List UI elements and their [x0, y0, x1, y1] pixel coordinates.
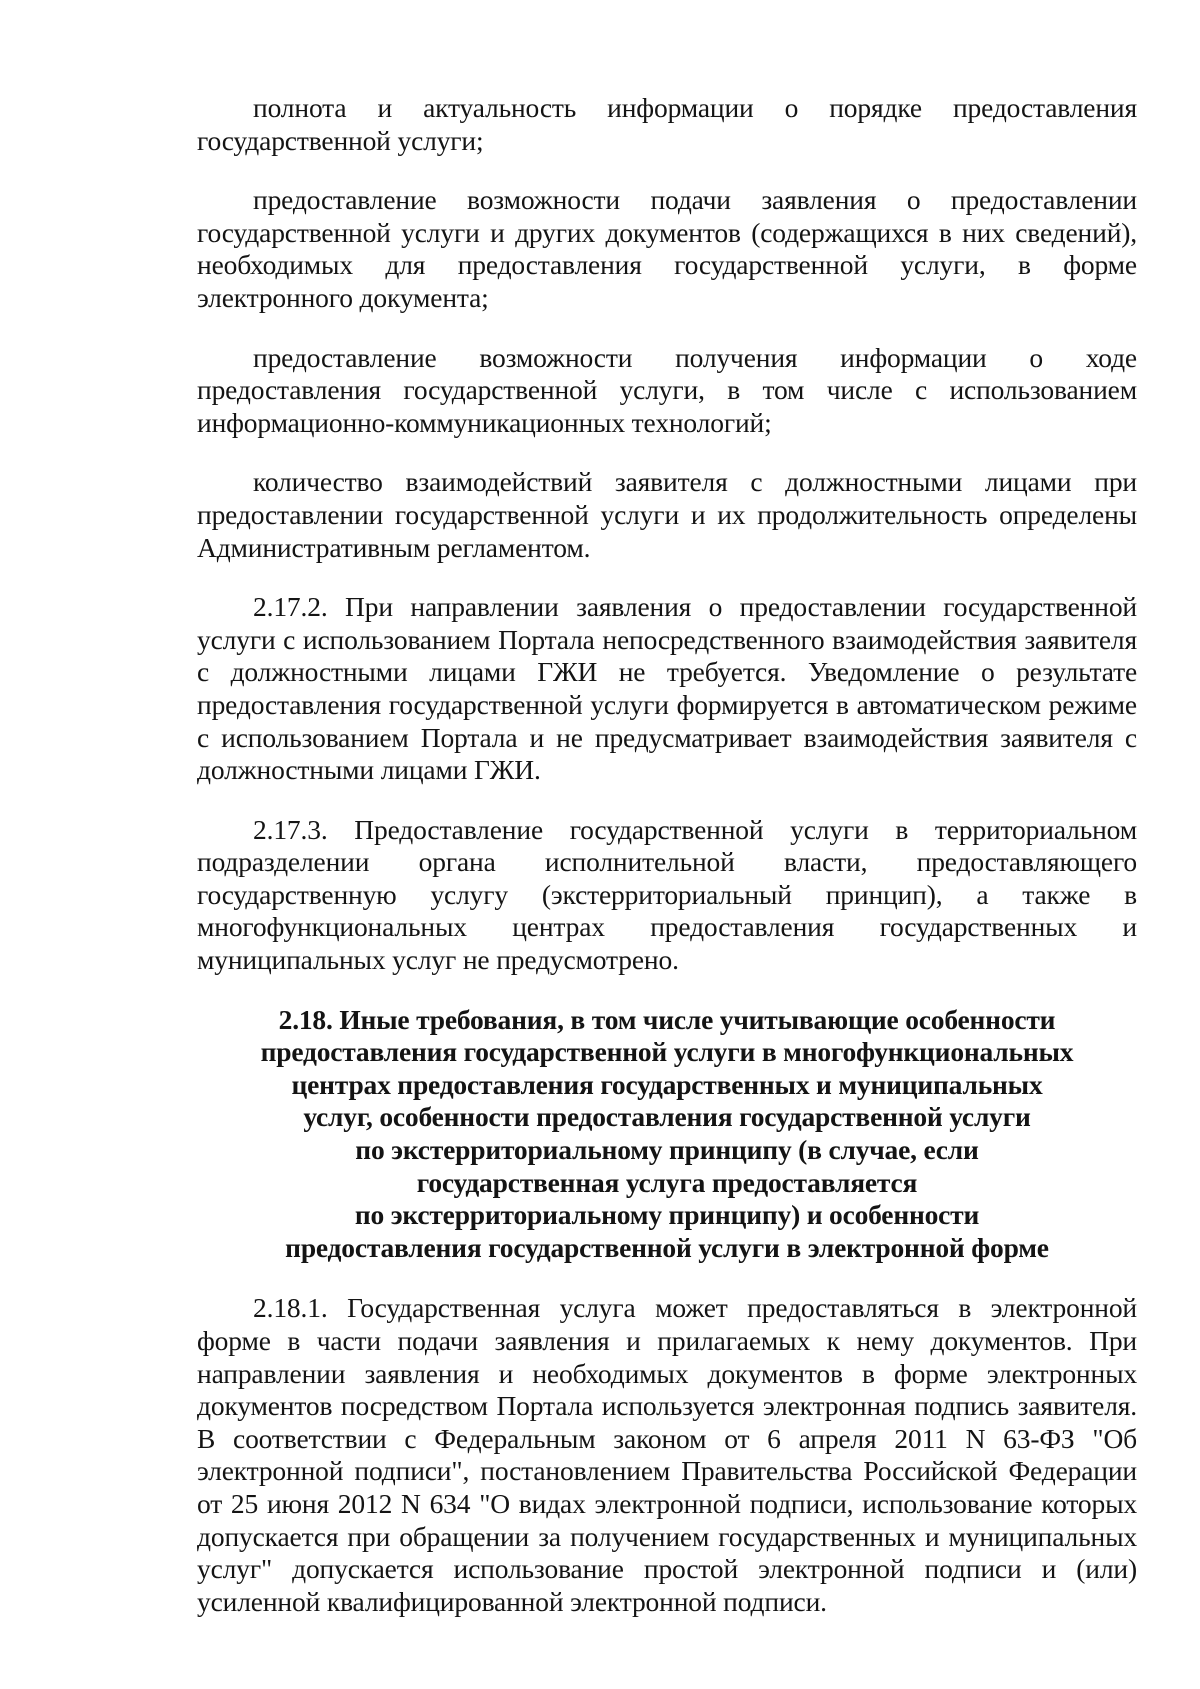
paragraph-2-17-2: 2.17.2. При направлении заявления о предоставлении государственной услуги с использованием Портала непосредственного взаимодействия заявителя с должностными лицами ГЖИ не требуется. Уведомление о результате предоставления государственной услуги формируется в автоматическом режиме с использованием Портала и не предусматривает взаимодействия заявителя с должностными лицами ГЖИ. [197, 591, 1137, 786]
paragraph-info-completeness: полнота и актуальность информации о порядке предоставления государственной услуги; [197, 92, 1137, 156]
heading-line: по экстерриториальному принципу (в случае, если [355, 1134, 979, 1166]
document-page [197, 92, 1137, 1618]
heading-line: по экстерриториальному принципу) и особенности [354, 1199, 980, 1231]
heading-line: государственная услуга предоставляется [416, 1166, 918, 1198]
heading-line: предоставления государственной услуги в многофункциональных [260, 1036, 1074, 1068]
heading-line: услуг, особенности предоставления государственной услуги [303, 1101, 1031, 1133]
paragraph-2-17-3: 2.17.3. Предоставление государственной услуги в территориальном подразделении органа исполнительной власти, предоставляющего государственную услугу (экстерриториальный принцип), а также в многофункциональных центрах предоставления государственных и муниципальных услуг не предусмотрено. [197, 813, 1137, 976]
heading-line: центрах предоставления государственных и муниципальных [291, 1068, 1043, 1100]
heading-line: предоставления государственной услуги в электронной форме [285, 1231, 1049, 1263]
paragraph-2-18-1: 2.18.1. Государственная услуга может предоставляться в электронной форме в части подачи заявления и прилагаемых к нему документов. При направлении заявления и необходимых документов в форме электронных документов посредством Портала используется электронная подпись заявителя. В соответствии с Федеральным законом от 6 апреля 2011 N 63-ФЗ "Об электронной подписи", постановлением Правительства Российской Федерации от 25 июня 2012 N 634 "О видах электронной подписи, использование которых допускается при обращении за получением государственных и муниципальных услуг" допускается использование простой электронной подписи и (или) усиленной квалифицированной электронной подписи. [197, 1292, 1137, 1617]
section-heading-2-18 [197, 1004, 1137, 1265]
heading-line: 2.18. Иные требования, в том числе учитывающие особенности [278, 1003, 1056, 1035]
paragraph-progress-info: предоставление возможности получения информации о ходе предоставления государственной услуги, в том числе с использованием информационно-коммуникационных технологий; [197, 341, 1137, 438]
paragraph-electronic-submission: предоставление возможности подачи заявления о предоставлении государственной услуги и других документов (содержащихся в них сведений), необходимых для предоставления государственной услуги, в форме электронного документа; [197, 184, 1137, 313]
paragraph-interactions-count: количество взаимодействий заявителя с должностными лицами при предоставлении государственной услуги и их продолжительность определены Административным регламентом. [197, 466, 1137, 563]
